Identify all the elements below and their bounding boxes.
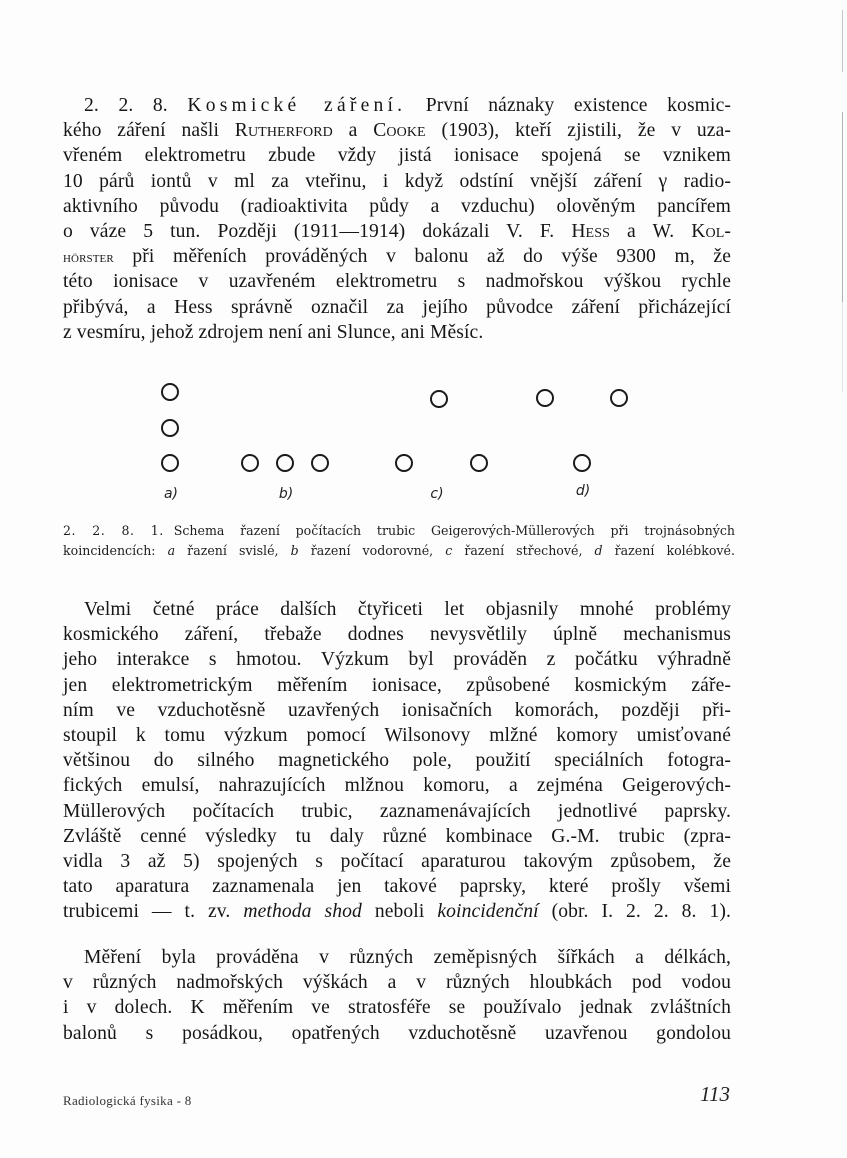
text-run: řazení vodorovné, (298, 543, 446, 558)
gm-tube-circle (573, 454, 591, 472)
paragraph-measurements (63, 945, 731, 1046)
text-line: i v dolech. K měřením ve stratosféře se používalo jednak zvláštních (63, 997, 731, 1019)
text-line (63, 899, 731, 924)
text-line (63, 118, 731, 143)
page-edge-line (842, 302, 843, 392)
figure-label-d: d) (575, 483, 591, 499)
text-line: vřeném elektrometru zbude vždy jistá ionisace spojená se vznikem (63, 145, 731, 167)
text-run: První náznaky existence kosmic- (406, 95, 731, 116)
text-line: této ionisace v uzavřeném elektrometru s nadmořskou výškou rychle (63, 271, 731, 293)
text-line (63, 93, 731, 118)
gm-tube-circle (241, 454, 259, 472)
gm-tube-circle (610, 389, 628, 407)
text-run: řazení střechové, (452, 543, 595, 558)
paragraph-cosmic-rays-intro (63, 93, 731, 345)
text-line: z vesmíru, jehož zdrojem není ani Slunce, ani Měsíc. (63, 321, 484, 343)
text-line: přibývá, a Hess správně označil za jejího původce záření přicházející (63, 296, 731, 318)
text-line: 10 párů iontů v ml za vteřinu, i když odstíní vnější záření γ radio- (63, 170, 731, 192)
text-line: stoupil k tomu výzkum pomocí Wilsonovy mlžné komory umisťované (63, 724, 731, 746)
emphasis-term: koincidenční (437, 901, 539, 923)
text-line: vidla 3 až 5) spojených s počítací aparaturou takovým způsobem, že (63, 850, 731, 872)
figure-label-c: c) (430, 486, 444, 502)
text-line (63, 244, 731, 269)
figure-caption (63, 521, 735, 561)
caption-line (63, 541, 735, 561)
figure-label-a: a) (163, 486, 179, 502)
text-line: aktivního původu (radioaktivita půdy a vzduchu) olověným pancířem (63, 195, 731, 217)
paragraph-research-methods (63, 597, 731, 924)
text-line: Velmi četné práce dalších čtyřiceti let objasnily mnohé problémy (84, 599, 731, 620)
figure-reference: (obr. I. 2. 2. 8. 1). (538, 901, 732, 923)
text-line: ním ve vzduchotěsně uzavřených ionisačních komorách, později při- (63, 699, 731, 721)
text-run: a (332, 120, 374, 142)
text-run: a (167, 543, 176, 558)
text-line: většinou do silného magnetického pole, použití speciálních fotogra- (63, 750, 731, 772)
gm-tube-circle (470, 454, 488, 472)
page-edge-line (842, 10, 843, 72)
text-run: b (290, 543, 299, 558)
text-line: fických emulsí, nahrazujících mlžnou komoru, a zejména Geigerových- (63, 775, 731, 797)
text-line: jen elektrometrickým měřením ionisace, způsobené kosmickým záře- (63, 674, 731, 696)
page-number: 113 (700, 1082, 730, 1106)
gm-tube-circle (276, 454, 294, 472)
author-name: Hess (571, 220, 610, 242)
figure-number: 2. 2. 8. 1. (63, 523, 164, 538)
text-line: kosmického záření, třebaže dodnes nevysvětlily úplně mechanismus (63, 624, 731, 646)
text-run: při měřeních prováděných v balonu až do výše 9300 m, že (113, 246, 731, 268)
gm-tube-circle (430, 390, 448, 408)
author-name: Kol- (691, 220, 732, 242)
page-edge-line (842, 112, 843, 302)
text-line: jeho interakce s hmotou. Výzkum byl prováděn z počátku výhradně (63, 649, 731, 671)
text-run: a W. (610, 220, 692, 242)
text-run: koincidencích: (63, 543, 168, 558)
author-name: hörster (63, 249, 114, 267)
text-run: c (445, 543, 453, 558)
gm-tube-circle (311, 454, 329, 472)
author-name: Rutherford (234, 120, 333, 142)
gm-tube-circle (161, 454, 179, 472)
author-name: Cooke (373, 120, 426, 142)
gm-tube-circle (536, 389, 554, 407)
text-line: tato aparatura zaznamenala jen takové paprsky, které prošly všemi (63, 876, 731, 898)
text-run: řazení kolébkové. (602, 543, 735, 558)
text-line (63, 219, 731, 244)
text-run: d (594, 543, 603, 558)
printer-signature: Radiologická fysika - 8 (63, 1093, 192, 1108)
section-number: 2. 2. 8. (84, 95, 168, 116)
text-run: řazení svislé, (175, 543, 291, 558)
text-run: trubicemi — t. zv. (63, 901, 244, 923)
text-line: v různých nadmořských výškách a v různých hloubkách pod vodou (63, 972, 731, 994)
text-run: kého záření našli (63, 120, 235, 142)
text-run: neboli (361, 901, 438, 923)
caption-line (63, 521, 735, 541)
text-line: Müllerových počítacích trubic, zaznamenávajících jednotlivé paprsky. (63, 800, 731, 822)
text-line: Zvláště cenné výsledky tu daly různé kombinace G.-M. trubic (zpra- (63, 825, 731, 847)
emphasis-term: methoda shod (243, 901, 362, 923)
text-line: Měření byla prováděna v různých zeměpisných šířkách a délkách, (84, 947, 731, 968)
text-line: balonů s posádkou, opatřených vzduchotěsně uzavřenou gondolou (63, 1022, 731, 1044)
text-run: Schema řazení počítacích trubic Geigerových-Müllerových při trojnásobných (173, 523, 735, 538)
text-run: o váze 5 tun. Později (1911—1914) dokázali V. F. (63, 220, 572, 242)
gm-tube-circle (395, 454, 413, 472)
gm-tube-circle (161, 419, 179, 437)
figure-label-b: b) (278, 486, 294, 502)
section-title: Kosmické záření. (187, 95, 407, 116)
text-run: (1903), kteří zjistili, že v uza- (425, 120, 731, 142)
gm-tube-circle (161, 383, 179, 401)
